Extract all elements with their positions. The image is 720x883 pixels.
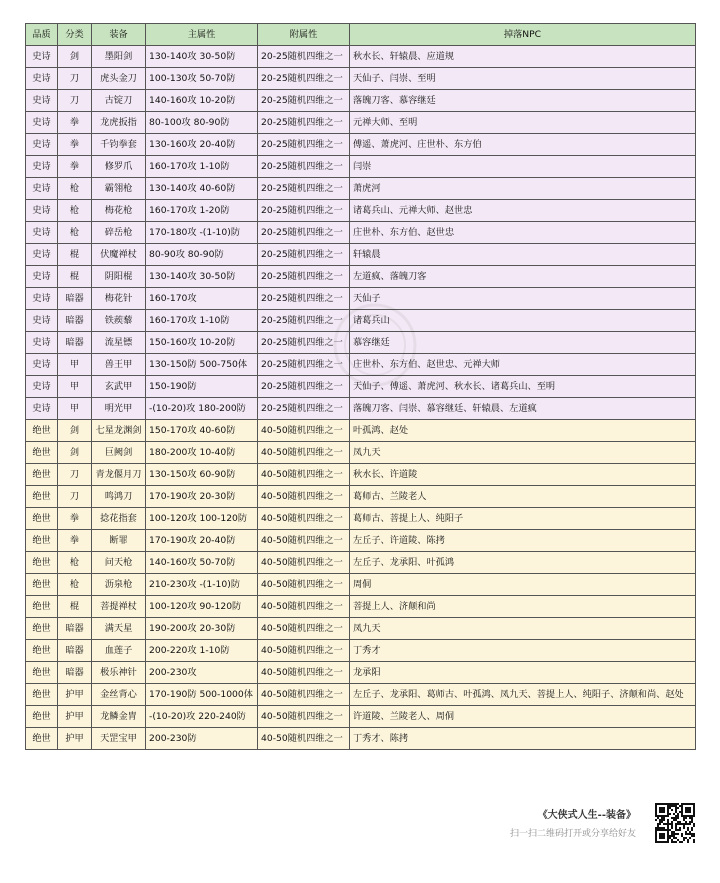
cell-sub-attribute: 40-50随机四维之一 [258, 684, 350, 706]
cell-drop-npc: 天仙子 [350, 288, 696, 310]
cell-category: 枪 [58, 552, 92, 574]
cell-equipment: 碎岳枪 [92, 222, 146, 244]
cell-category: 拳 [58, 134, 92, 156]
cell-sub-attribute: 40-50随机四维之一 [258, 442, 350, 464]
cell-main-attribute: 160-170攻 1-10防 [146, 156, 258, 178]
cell-sub-attribute: 40-50随机四维之一 [258, 574, 350, 596]
table-row [26, 420, 696, 442]
cell-sub-attribute: 20-25随机四维之一 [258, 112, 350, 134]
table-row [26, 266, 696, 288]
cell-drop-npc: 庄世朴、东方伯、赵世忠 [350, 222, 696, 244]
table-row [26, 134, 696, 156]
cell-sub-attribute: 40-50随机四维之一 [258, 530, 350, 552]
cell-category: 暗器 [58, 310, 92, 332]
cell-main-attribute: 100-120攻 100-120防 [146, 508, 258, 530]
header-sub-attribute: 附属性 [258, 24, 350, 46]
cell-quality: 史诗 [26, 244, 58, 266]
cell-equipment: 修罗爪 [92, 156, 146, 178]
cell-equipment: 墨阳剑 [92, 46, 146, 68]
cell-drop-npc: 轩辕晨 [350, 244, 696, 266]
cell-category: 枪 [58, 222, 92, 244]
cell-main-attribute: 160-170攻 1-20防 [146, 200, 258, 222]
cell-quality: 史诗 [26, 288, 58, 310]
header-main-attribute: 主属性 [146, 24, 258, 46]
cell-equipment: 七星龙渊剑 [92, 420, 146, 442]
table-row [26, 662, 696, 684]
header-category: 分类 [58, 24, 92, 46]
cell-equipment: 断罪 [92, 530, 146, 552]
cell-category: 拳 [58, 530, 92, 552]
cell-main-attribute: 170-190防 500-1000体 [146, 684, 258, 706]
cell-quality: 绝世 [26, 486, 58, 508]
cell-quality: 绝世 [26, 574, 58, 596]
cell-equipment: 菩提禅杖 [92, 596, 146, 618]
cell-category: 护甲 [58, 706, 92, 728]
cell-equipment: 梅花针 [92, 288, 146, 310]
table-row [26, 90, 696, 112]
cell-drop-npc: 菩提上人、济颠和尚 [350, 596, 696, 618]
cell-sub-attribute: 20-25随机四维之一 [258, 46, 350, 68]
cell-sub-attribute: 20-25随机四维之一 [258, 178, 350, 200]
cell-quality: 史诗 [26, 90, 58, 112]
table-row [26, 222, 696, 244]
cell-main-attribute: 150-170攻 40-60防 [146, 420, 258, 442]
cell-equipment: 伏魔禅杖 [92, 244, 146, 266]
cell-drop-npc: 萧虎河 [350, 178, 696, 200]
cell-main-attribute: 160-170攻 1-10防 [146, 310, 258, 332]
cell-drop-npc: 周侗 [350, 574, 696, 596]
cell-quality: 史诗 [26, 222, 58, 244]
cell-main-attribute: 130-140攻 40-60防 [146, 178, 258, 200]
cell-category: 剑 [58, 420, 92, 442]
cell-category: 剑 [58, 442, 92, 464]
cell-quality: 绝世 [26, 640, 58, 662]
cell-category: 拳 [58, 508, 92, 530]
cell-equipment: 问天枪 [92, 552, 146, 574]
cell-equipment: 明光甲 [92, 398, 146, 420]
cell-category: 暗器 [58, 640, 92, 662]
cell-sub-attribute: 20-25随机四维之一 [258, 310, 350, 332]
cell-main-attribute: -(10-20)攻 220-240防 [146, 706, 258, 728]
cell-equipment: 千钧拳套 [92, 134, 146, 156]
cell-main-attribute: 160-170攻 [146, 288, 258, 310]
cell-sub-attribute: 40-50随机四维之一 [258, 552, 350, 574]
table-row [26, 552, 696, 574]
table-row [26, 46, 696, 68]
cell-drop-npc: 葛师古、菩提上人、纯阳子 [350, 508, 696, 530]
watermark-seal-icon [330, 300, 420, 390]
table-row [26, 156, 696, 178]
cell-sub-attribute: 40-50随机四维之一 [258, 464, 350, 486]
cell-equipment: 鸣鸿刀 [92, 486, 146, 508]
cell-sub-attribute: 20-25随机四维之一 [258, 200, 350, 222]
cell-main-attribute: 200-220攻 1-10防 [146, 640, 258, 662]
cell-category: 刀 [58, 68, 92, 90]
cell-main-attribute: 170-190攻 20-40防 [146, 530, 258, 552]
table-row [26, 728, 696, 750]
cell-quality: 史诗 [26, 266, 58, 288]
cell-quality: 史诗 [26, 156, 58, 178]
cell-equipment: 沥泉枪 [92, 574, 146, 596]
table-row [26, 596, 696, 618]
share-footer [510, 806, 636, 839]
cell-category: 枪 [58, 200, 92, 222]
cell-main-attribute: 130-140攻 30-50防 [146, 46, 258, 68]
cell-quality: 绝世 [26, 530, 58, 552]
cell-quality: 绝世 [26, 618, 58, 640]
cell-drop-npc: 丁秀才 [350, 640, 696, 662]
cell-equipment: 捻花指套 [92, 508, 146, 530]
cell-drop-npc: 凤九天 [350, 442, 696, 464]
cell-drop-npc: 落魄刀客、慕容继廷 [350, 90, 696, 112]
cell-equipment: 玄武甲 [92, 376, 146, 398]
cell-category: 暗器 [58, 288, 92, 310]
cell-sub-attribute: 40-50随机四维之一 [258, 662, 350, 684]
cell-main-attribute: 190-200攻 20-30防 [146, 618, 258, 640]
cell-quality: 史诗 [26, 134, 58, 156]
header-drop-npc: 掉落NPC [350, 24, 696, 46]
cell-equipment: 血莲子 [92, 640, 146, 662]
cell-sub-attribute: 20-25随机四维之一 [258, 354, 350, 376]
table-row [26, 508, 696, 530]
cell-main-attribute: 80-90攻 80-90防 [146, 244, 258, 266]
cell-equipment: 满天星 [92, 618, 146, 640]
cell-quality: 绝世 [26, 552, 58, 574]
table-row [26, 706, 696, 728]
cell-equipment: 金丝背心 [92, 684, 146, 706]
cell-quality: 史诗 [26, 112, 58, 134]
cell-equipment: 青龙偃月刀 [92, 464, 146, 486]
cell-main-attribute: 210-230攻 -(1-10)防 [146, 574, 258, 596]
cell-drop-npc: 左丘子、许道陵、陈拷 [350, 530, 696, 552]
cell-category: 甲 [58, 398, 92, 420]
cell-drop-npc: 许道陵、兰陵老人、周侗 [350, 706, 696, 728]
cell-quality: 绝世 [26, 420, 58, 442]
cell-sub-attribute: 20-25随机四维之一 [258, 222, 350, 244]
cell-equipment: 霸翎枪 [92, 178, 146, 200]
table-header [26, 24, 696, 46]
table-row [26, 530, 696, 552]
cell-category: 暗器 [58, 662, 92, 684]
cell-drop-npc: 秋水长、许道陵 [350, 464, 696, 486]
cell-equipment: 巨阙剑 [92, 442, 146, 464]
cell-sub-attribute: 20-25随机四维之一 [258, 376, 350, 398]
cell-sub-attribute: 40-50随机四维之一 [258, 706, 350, 728]
cell-quality: 史诗 [26, 200, 58, 222]
cell-drop-npc: 闫崇 [350, 156, 696, 178]
cell-drop-npc: 落魄刀客、闫崇、慕容继廷、轩辕晨、左道疯 [350, 398, 696, 420]
cell-drop-npc: 诸葛兵山 [350, 310, 696, 332]
table-row [26, 464, 696, 486]
cell-quality: 绝世 [26, 728, 58, 750]
cell-sub-attribute: 40-50随机四维之一 [258, 420, 350, 442]
cell-drop-npc: 左丘子、龙承阳、葛师古、叶孤鸿、凤九天、菩提上人、纯阳子、济颠和尚、赵处 [350, 684, 696, 706]
cell-category: 棍 [58, 244, 92, 266]
cell-quality: 史诗 [26, 332, 58, 354]
cell-equipment: 龙鳞金胄 [92, 706, 146, 728]
cell-equipment: 古锭刀 [92, 90, 146, 112]
table-row [26, 200, 696, 222]
cell-drop-npc: 龙承阳 [350, 662, 696, 684]
cell-drop-npc: 傅遥、萧虎河、庄世朴、东方伯 [350, 134, 696, 156]
cell-main-attribute: 200-230防 [146, 728, 258, 750]
cell-drop-npc: 庄世朴、东方伯、赵世忠、元禅大师 [350, 354, 696, 376]
cell-sub-attribute: 40-50随机四维之一 [258, 618, 350, 640]
cell-sub-attribute: 20-25随机四维之一 [258, 398, 350, 420]
table-row [26, 574, 696, 596]
cell-drop-npc: 左丘子、龙承阳、叶孤鸿 [350, 552, 696, 574]
table-row [26, 618, 696, 640]
cell-main-attribute: 150-160攻 10-20防 [146, 332, 258, 354]
cell-category: 暗器 [58, 332, 92, 354]
cell-equipment: 铁蒺藜 [92, 310, 146, 332]
cell-category: 拳 [58, 112, 92, 134]
cell-drop-npc: 秋水长、轩辕晨、应道规 [350, 46, 696, 68]
table-header-row [26, 24, 696, 46]
cell-sub-attribute: 20-25随机四维之一 [258, 288, 350, 310]
cell-main-attribute: 140-160攻 10-20防 [146, 90, 258, 112]
cell-quality: 绝世 [26, 464, 58, 486]
cell-main-attribute: 150-190防 [146, 376, 258, 398]
cell-equipment: 梅花枪 [92, 200, 146, 222]
cell-drop-npc: 天仙子、闫崇、至明 [350, 68, 696, 90]
cell-category: 护甲 [58, 684, 92, 706]
table-row [26, 68, 696, 90]
table-row [26, 684, 696, 706]
cell-category: 暗器 [58, 618, 92, 640]
cell-sub-attribute: 40-50随机四维之一 [258, 508, 350, 530]
cell-equipment: 虎头金刀 [92, 68, 146, 90]
cell-category: 枪 [58, 178, 92, 200]
cell-quality: 史诗 [26, 178, 58, 200]
cell-equipment: 极乐神针 [92, 662, 146, 684]
cell-category: 甲 [58, 354, 92, 376]
cell-drop-npc: 元禅大师、至明 [350, 112, 696, 134]
cell-sub-attribute: 40-50随机四维之一 [258, 640, 350, 662]
cell-sub-attribute: 40-50随机四维之一 [258, 486, 350, 508]
cell-drop-npc: 叶孤鸿、赵处 [350, 420, 696, 442]
cell-main-attribute: 130-140攻 30-50防 [146, 266, 258, 288]
cell-quality: 绝世 [26, 442, 58, 464]
cell-main-attribute: 170-180攻 -(1-10)防 [146, 222, 258, 244]
cell-drop-npc: 天仙子、傅遥、萧虎河、秋水长、诸葛兵山、至明 [350, 376, 696, 398]
cell-equipment: 流星镖 [92, 332, 146, 354]
table-row [26, 244, 696, 266]
cell-sub-attribute: 40-50随机四维之一 [258, 596, 350, 618]
cell-main-attribute: 100-120攻 90-120防 [146, 596, 258, 618]
cell-category: 棍 [58, 266, 92, 288]
cell-drop-npc: 葛师古、兰陵老人 [350, 486, 696, 508]
footer-title: 《大侠式人生--装备》 [537, 810, 636, 821]
cell-quality: 史诗 [26, 46, 58, 68]
cell-category: 拳 [58, 156, 92, 178]
header-equipment: 装备 [92, 24, 146, 46]
table-row [26, 442, 696, 464]
table-row [26, 640, 696, 662]
cell-sub-attribute: 20-25随机四维之一 [258, 244, 350, 266]
cell-equipment: 龙虎扳指 [92, 112, 146, 134]
cell-sub-attribute: 20-25随机四维之一 [258, 332, 350, 354]
cell-main-attribute: 140-160攻 50-70防 [146, 552, 258, 574]
cell-quality: 史诗 [26, 68, 58, 90]
cell-quality: 史诗 [26, 310, 58, 332]
cell-main-attribute: 170-190攻 20-30防 [146, 486, 258, 508]
cell-drop-npc: 慕容继廷 [350, 332, 696, 354]
cell-category: 棍 [58, 596, 92, 618]
cell-drop-npc: 凤九天 [350, 618, 696, 640]
cell-equipment: 阴阳棍 [92, 266, 146, 288]
cell-equipment: 天罡宝甲 [92, 728, 146, 750]
table-row [26, 112, 696, 134]
cell-sub-attribute: 20-25随机四维之一 [258, 68, 350, 90]
cell-quality: 史诗 [26, 354, 58, 376]
cell-quality: 史诗 [26, 398, 58, 420]
cell-sub-attribute: 20-25随机四维之一 [258, 266, 350, 288]
cell-main-attribute: 130-150攻 60-90防 [146, 464, 258, 486]
cell-quality: 绝世 [26, 596, 58, 618]
cell-main-attribute: 200-230攻 [146, 662, 258, 684]
cell-equipment: 兽王甲 [92, 354, 146, 376]
cell-sub-attribute: 20-25随机四维之一 [258, 156, 350, 178]
table-body [26, 46, 696, 750]
cell-quality: 绝世 [26, 684, 58, 706]
cell-category: 刀 [58, 90, 92, 112]
cell-category: 刀 [58, 464, 92, 486]
cell-category: 护甲 [58, 728, 92, 750]
cell-category: 枪 [58, 574, 92, 596]
cell-quality: 史诗 [26, 376, 58, 398]
cell-main-attribute: 180-200攻 10-40防 [146, 442, 258, 464]
cell-main-attribute: 130-150防 500-750体 [146, 354, 258, 376]
cell-category: 剑 [58, 46, 92, 68]
cell-quality: 绝世 [26, 662, 58, 684]
cell-category: 甲 [58, 376, 92, 398]
cell-sub-attribute: 20-25随机四维之一 [258, 134, 350, 156]
footer-subtitle: 扫一扫二维码打开或分享给好友 [509, 829, 636, 839]
cell-drop-npc: 丁秀才、陈拷 [350, 728, 696, 750]
cell-drop-npc: 诸葛兵山、元禅大师、赵世忠 [350, 200, 696, 222]
table-row [26, 178, 696, 200]
cell-sub-attribute: 20-25随机四维之一 [258, 90, 350, 112]
cell-sub-attribute: 40-50随机四维之一 [258, 728, 350, 750]
cell-quality: 绝世 [26, 706, 58, 728]
qr-code-icon[interactable] [655, 803, 695, 843]
cell-main-attribute: 100-130攻 50-70防 [146, 68, 258, 90]
cell-main-attribute: 80-100攻 80-90防 [146, 112, 258, 134]
cell-drop-npc: 左道疯、落魄刀客 [350, 266, 696, 288]
table-row [26, 486, 696, 508]
cell-quality: 绝世 [26, 508, 58, 530]
cell-category: 刀 [58, 486, 92, 508]
cell-main-attribute: 130-160攻 20-40防 [146, 134, 258, 156]
table-row [26, 398, 696, 420]
cell-main-attribute: -(10-20)攻 180-200防 [146, 398, 258, 420]
header-quality: 品质 [26, 24, 58, 46]
